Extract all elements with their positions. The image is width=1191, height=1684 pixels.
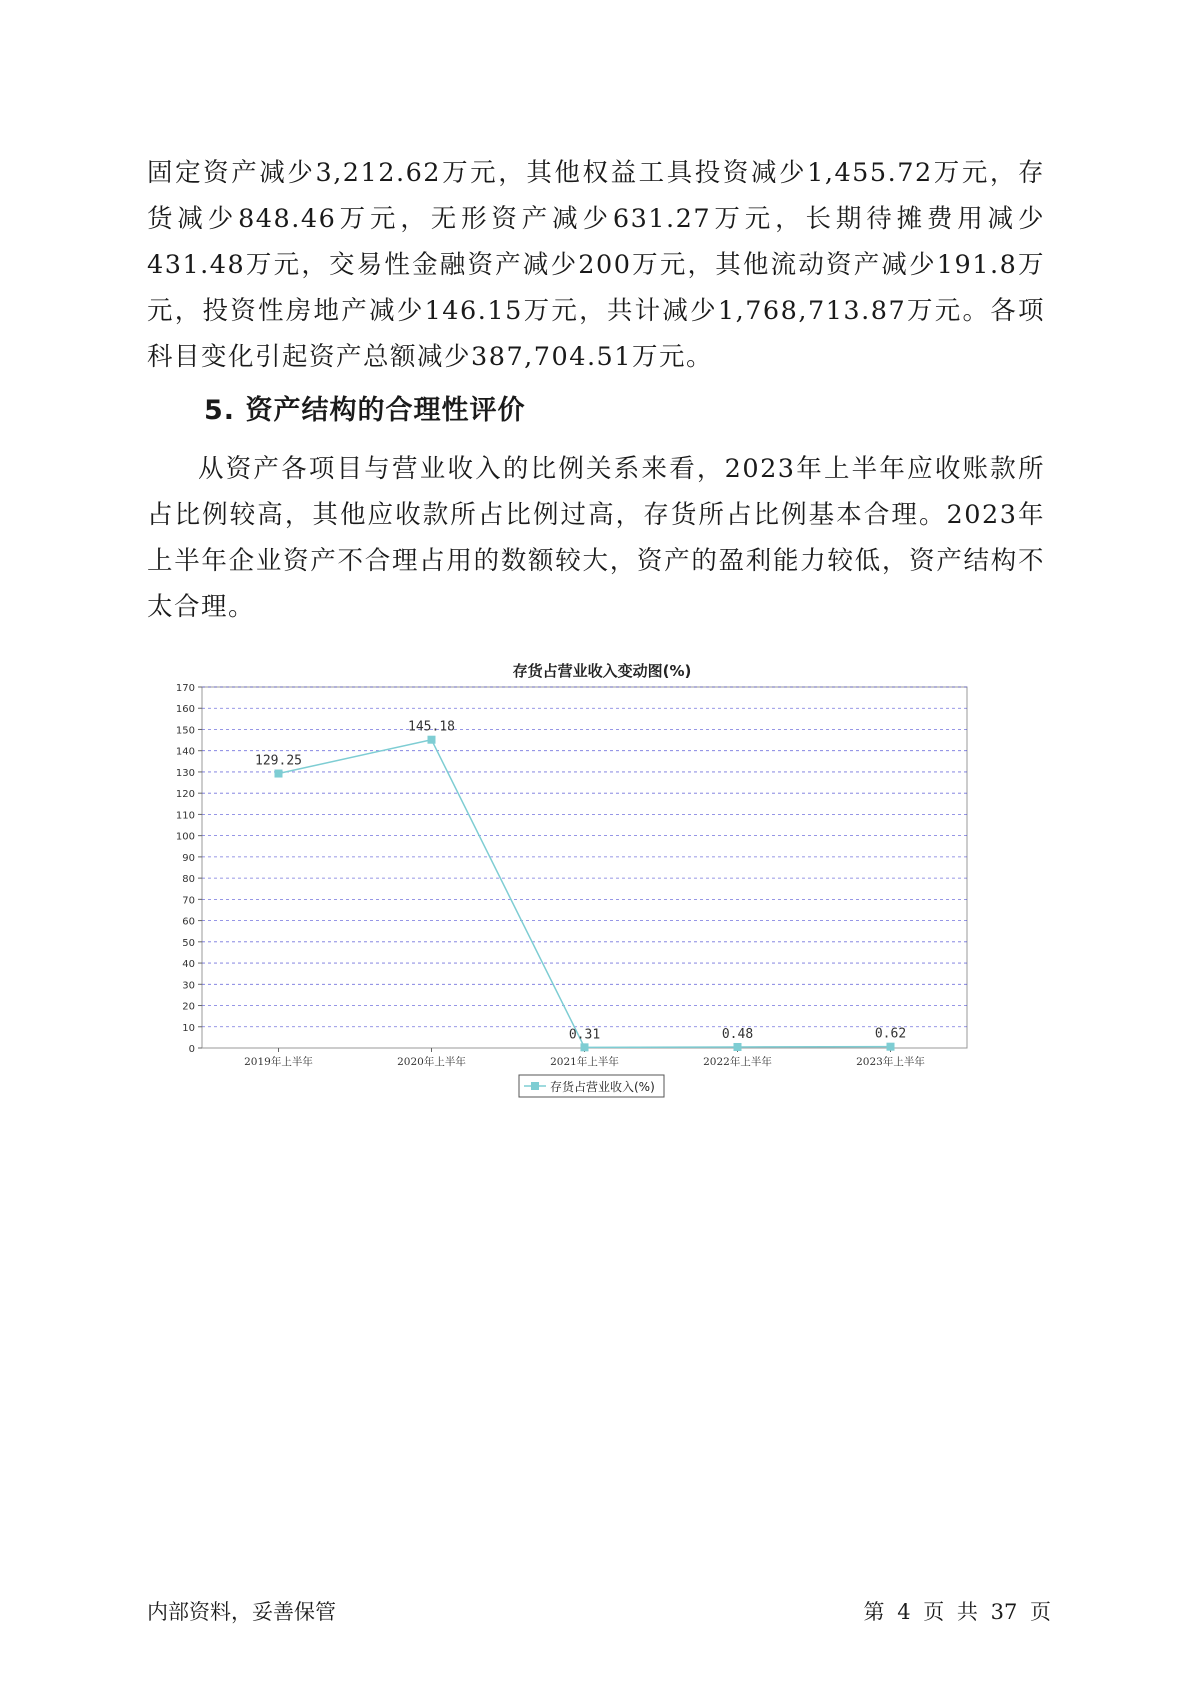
y-tick-label: 10	[182, 1022, 195, 1034]
y-tick-label: 160	[175, 704, 195, 716]
y-tick-label: 0	[188, 1044, 195, 1055]
y-tick-label: 90	[182, 852, 195, 864]
data-label: 0.48	[721, 1026, 754, 1042]
footer-page-number: 第 4 页 共 37 页	[863, 1600, 1051, 1624]
y-tick-label: 70	[182, 895, 195, 907]
y-tick-label: 60	[182, 916, 195, 928]
data-point-marker	[428, 736, 436, 744]
y-tick-label: 150	[175, 725, 195, 737]
data-label: 0.62	[874, 1026, 907, 1042]
x-tick-label: 2020年上半年	[397, 1056, 466, 1068]
y-tick-label: 140	[175, 746, 195, 758]
y-tick-label: 120	[175, 789, 195, 801]
data-point-marker	[734, 1043, 742, 1051]
y-tick-label: 80	[182, 874, 195, 886]
body-paragraph-1: 固定资产减少3,212.62万元，其他权益工具投资减少1,455.72万元，存货减少848.46万元，无形资产减少631.27万元，长期待摊费用减少431.48万元，交易性金融资产减少200万元，其他流动资产减少191.8万元，投资性房地产减少146.15万元，共计减少1,768,713.87万元。各项科目变化引起资产总额减少387,704.51万元。	[147, 158, 1045, 372]
data-point-marker	[581, 1043, 589, 1051]
y-tick-label: 20	[182, 1001, 195, 1013]
data-point-marker	[887, 1043, 895, 1051]
y-tick-label: 110	[175, 810, 195, 822]
plot-area	[202, 687, 967, 1048]
footer-confidential: 内部资料，妥善保管	[147, 1600, 336, 1624]
y-tick-label: 130	[175, 767, 195, 779]
legend-label: 存货占营业收入(%)	[550, 1080, 655, 1094]
y-tick-label: 40	[182, 959, 195, 971]
data-label: 0.31	[568, 1027, 601, 1043]
inventory-ratio-chart	[150, 650, 1030, 1110]
y-tick-label: 50	[182, 937, 195, 949]
x-tick-label: 2022年上半年	[703, 1056, 772, 1068]
y-axis-ticks	[176, 683, 202, 1055]
x-tick-label: 2021年上半年	[550, 1056, 619, 1068]
legend-swatch-marker	[531, 1082, 539, 1090]
data-label: 145.18	[408, 719, 455, 735]
section-heading: 5. 资产结构的合理性评价	[204, 395, 526, 426]
chart-title: 存货占营业收入变动图(%)	[512, 662, 692, 680]
x-tick-label: 2019年上半年	[244, 1056, 313, 1068]
legend	[519, 1075, 664, 1097]
x-tick-label: 2023年上半年	[856, 1056, 925, 1068]
y-tick-label: 30	[182, 980, 195, 992]
y-tick-label: 170	[175, 683, 195, 694]
y-tick-label: 100	[175, 831, 195, 843]
data-label: 129.25	[255, 753, 302, 769]
body-paragraph-2: 从资产各项目与营业收入的比例关系来看，2023年上半年应收账款所占比例较高，其他应收款所占比例过高，存货所占比例基本合理。2023年上半年企业资产不合理占用的数额较大，资产的盈利能力较低，资产结构不太合理。	[147, 454, 1045, 622]
data-point-marker	[275, 770, 283, 778]
